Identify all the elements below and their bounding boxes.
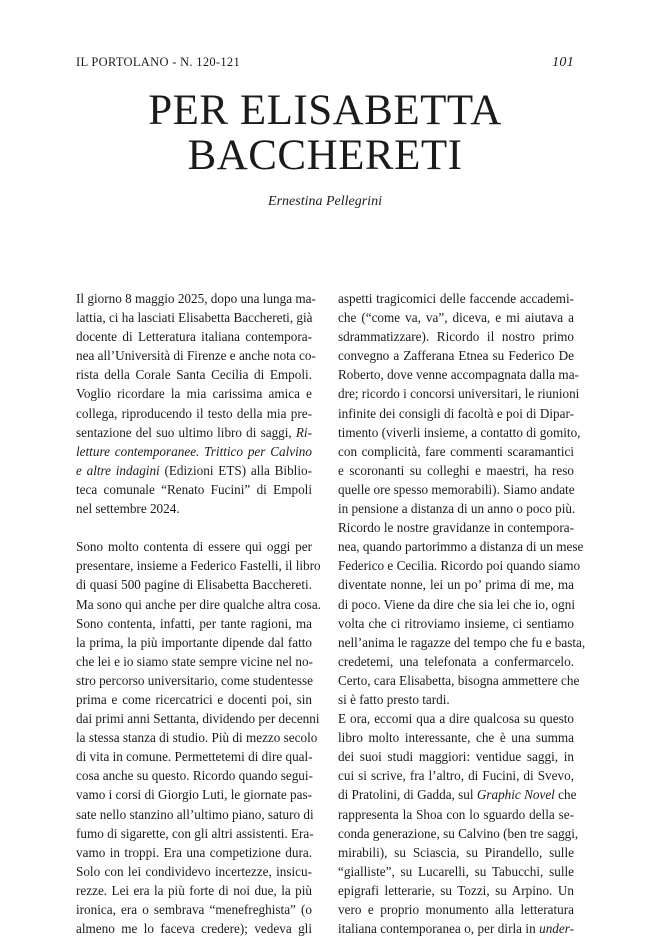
paragraph-break [76, 518, 312, 537]
text-line: che (“come va, va”, diceva, e mi aiutava a [338, 310, 574, 326]
text-line: epigrafi letterarie, su Tozzi, su Arpino. Un [338, 882, 574, 898]
text-column-left [76, 289, 321, 938]
text-line: la stessa stanza di studio. Più di mezzo secolo [76, 730, 318, 746]
text-line: Certo, cara Elisabetta, bisogna ammettere che [338, 672, 580, 688]
text-line: Sono molto contenta di essere qui oggi per [76, 539, 312, 555]
text-line: infinite dei consigli di facoltà e poi di Dipar- [338, 405, 574, 421]
text-line: Solo con lei condividevo incertezze, insicu- [76, 863, 312, 879]
text-line: nell’anima le ragazze del tempo che fu e basta, [338, 634, 586, 650]
text-line: la prima, la più importante dipende dal fatto [76, 634, 312, 650]
article-author: Ernestina Pellegrini [268, 194, 382, 209]
text-line: Voglio ricordare la mia carissima amica e [76, 386, 312, 402]
text-line: cosa anche su questo. Ricordo quando segui- [76, 768, 313, 784]
text-line: e altre indagini (Edizioni ETS) alla Biblio- [76, 462, 312, 478]
text-line: dre; ricordo i concorsi universitari, le riunioni [338, 386, 580, 402]
text-line: libro molto interessante, che è una summa [338, 730, 574, 746]
text-line: cui si scrive, fra l’altro, di Fucini, di Svevo, [338, 768, 574, 784]
text-line: E ora, eccomi qua a dire qualcosa su questo [338, 711, 574, 727]
italic-title: letture contemporanee. Trittico per Calvino [76, 443, 312, 459]
text-line: Sono contenta, infatti, per tante ragioni, ma [76, 615, 312, 631]
text-line: docente di Letteratura italiana contempora- [76, 329, 312, 345]
text-line: “gialliste”, su Lucarelli, su Tabucchi, sulle [338, 863, 574, 879]
text-line: prima e come ricercatrici e docenti poi, sin [76, 691, 312, 707]
running-head [76, 55, 574, 71]
text-line: collega, riproducendo il testo della mia pre- [76, 405, 312, 421]
text-line: Ma sono qui anche per dire qualche altra cosa. [76, 596, 321, 612]
text-line: Ricordo le nostre gravidanze in contempora- [338, 520, 574, 536]
italic-title: e altre indagini [76, 462, 160, 478]
text-line: almeno me lo faceva credere); vedeva gli [76, 921, 312, 937]
text-line: Il giorno 8 maggio 2025, dopo una lunga ma- [76, 291, 316, 306]
text-line: vamo i corsi di Giorgio Luti, le giornate pas- [76, 787, 312, 803]
text-line: dai primi anni Settanta, dividendo per decenni [76, 711, 320, 727]
text-line: quelle ore spesso memorabili). Siamo andate [338, 481, 575, 497]
text-line: e scoronanti su colleghi e maestri, ha reso [338, 462, 574, 478]
text-line: sate nello stanzino all’ultimo piano, saturo di [76, 806, 314, 822]
text-line: di vita in comune. Permettetemi di dire qual- [76, 749, 313, 765]
text-line: conda generazione, su Calvino (ben tre saggi, [338, 825, 579, 841]
text-line: rezze. Lei era la più forte di noi due, la più [76, 882, 312, 898]
text-line: sentazione del suo ultimo libro di saggi, Ri- [76, 424, 312, 440]
text-column-right [338, 289, 586, 938]
text-line: convegno a Zafferana Etnea su Federico De [338, 348, 574, 364]
text-line: nel settembre 2024. [76, 501, 180, 517]
text-line: aspetti tragicomici delle faccende accademi- [338, 291, 574, 306]
text-line: di quasi 500 pagine di Elisabetta Bacchereti. [76, 577, 312, 593]
page-number: 101 [552, 55, 574, 70]
text-line: in pensione a distanza di un anno o poco più. [338, 501, 576, 517]
italic-title: Ri- [295, 424, 312, 440]
text-line: italiana contemporanea o, per dirla in under- [338, 921, 574, 937]
title-line: BACCHERETI [187, 132, 463, 179]
text-line: si è fatto presto tardi. [338, 691, 450, 707]
text-line: diventate nonne, lei un po’ prima di me, ma [338, 577, 574, 593]
text-line: vero e proprio monumento alla letteratura [338, 902, 574, 917]
text-line [76, 442, 312, 461]
title-line: PER ELISABETTA [148, 87, 502, 134]
text-line: di poco. Viene da dire che sia lei che io, ogni [338, 596, 575, 612]
text-line: presentare, insieme a Federico Fastelli, il libro [76, 558, 321, 574]
text-line: Roberto, dove venne accompagnata dalla ma- [338, 367, 579, 383]
text-line: con complicità, fare commenti scaramantici [338, 443, 574, 459]
text-line: Federico e Cecilia. Ricordo poi quando siamo [338, 558, 581, 574]
text-line: sdrammatizzare). Ricordo il nostro primo [338, 329, 574, 345]
text-line: credetemi, una telefonata a confermarcelo. [338, 653, 574, 669]
text-line: teca comunale “Renato Fucini” di Empoli [76, 481, 312, 497]
italic-title: Graphic Novel [476, 787, 555, 803]
text-line: nea all’Università di Firenze e anche nota co- [76, 348, 316, 364]
italic-title: under- [539, 921, 574, 937]
text-line: nea, quando partorimmo a distanza di un mese [338, 539, 584, 555]
text-line: volta che ci ritroviamo insieme, ci sentiamo [338, 615, 574, 631]
article-title [0, 88, 650, 178]
text-line: rappresenta la Shoa con lo sguardo della se- [338, 806, 574, 822]
text-line: mirabili), su Sciascia, su Pirandello, sulle [338, 844, 574, 860]
text-line: lattia, ci ha lasciati Elisabetta Bacchereti, già [76, 310, 313, 326]
text-line: stro percorso universitario, come studentesse [76, 672, 313, 688]
text-line: che lei e io siamo state sempre vicine nel no- [76, 653, 313, 669]
text-line: rista della Corale Santa Cecilia di Empoli. [76, 367, 312, 383]
journal-name: IL PORTOLANO - N. 120-121 [76, 55, 241, 69]
text-line: vamo in troppi. Era una competizione dura. [76, 844, 312, 860]
text-line: di Pratolini, di Gadda, sul Graphic Novel che [338, 787, 577, 803]
text-line: ironica, era o sembrava “menefreghista” (o [76, 902, 312, 917]
text-line: dei suoi studi maggiori: ventidue saggi, in [338, 749, 574, 765]
text-line: fumo di sigarette, con gli altri assistenti. Era- [76, 825, 314, 841]
text-line: timento (viverli insieme, a contatto di gomito, [338, 424, 581, 440]
